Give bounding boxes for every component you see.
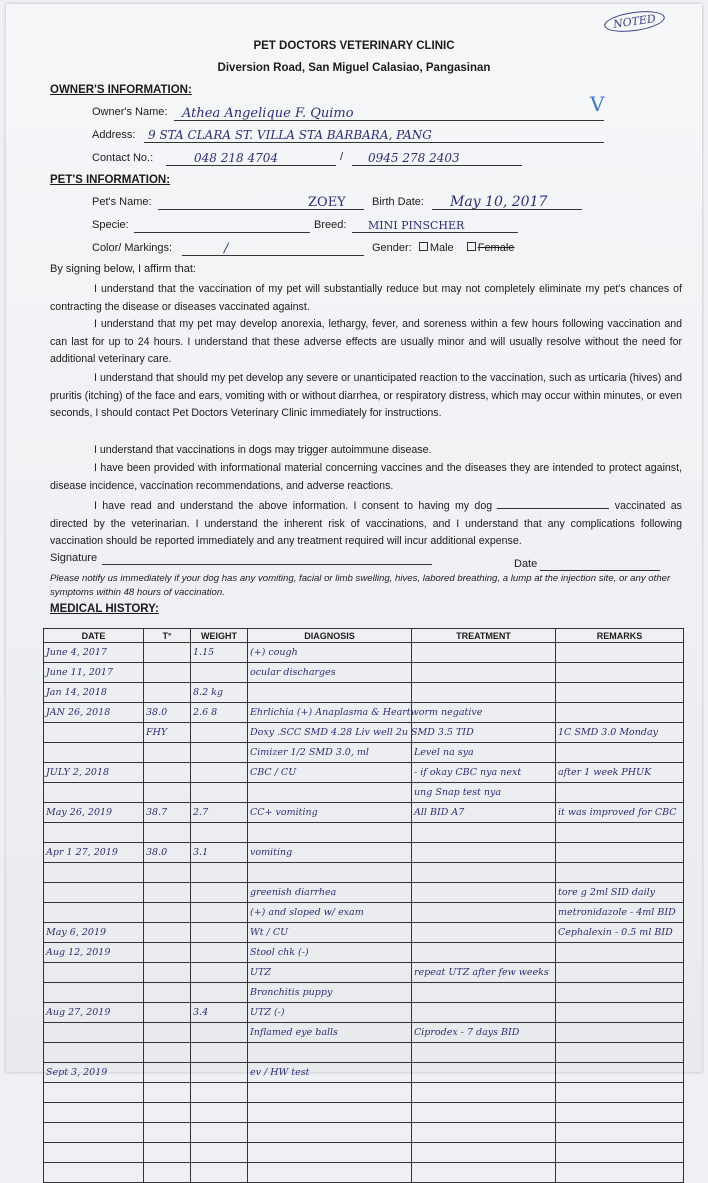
table-cell: Doxy .SCC SMD 4.28 Liv well 2u SMD 3.5 TID — [248, 723, 412, 743]
male-checkbox[interactable] — [419, 242, 428, 251]
table-cell — [191, 1023, 248, 1043]
table-cell — [144, 1003, 191, 1023]
table-cell — [248, 1043, 412, 1063]
table-cell — [44, 1083, 144, 1103]
table-cell — [556, 703, 684, 723]
address-field — [144, 126, 604, 143]
table-cell — [191, 743, 248, 763]
table-cell: Wt / CU — [248, 923, 412, 943]
contact-field-2 — [352, 149, 522, 166]
table-cell — [556, 1103, 684, 1123]
notice-text: Please notify us immediately if your dog has any vomiting, facial or limb swelling, hives, labored breathing, a lump at the injection site, or any other symptoms within 48 hours of vaccination. — [50, 573, 671, 598]
column-header: DATE — [44, 629, 144, 643]
table-cell — [191, 883, 248, 903]
table-cell — [44, 1123, 144, 1143]
table-cell: Apr 1 27, 2019 — [44, 843, 144, 863]
table-cell — [412, 983, 556, 1003]
table-cell — [144, 963, 191, 983]
table-cell — [144, 1083, 191, 1103]
table-cell: Ehrlichia (+) Anaplasma & Heartworm negative — [248, 703, 412, 723]
table-cell — [248, 1163, 412, 1183]
table-cell — [248, 783, 412, 803]
clinic-address: Diversion Road, San Miguel Calasiao, Pangasinan — [217, 62, 491, 74]
table-cell — [44, 1163, 144, 1183]
color-label: Color/ Markings: — [92, 242, 173, 254]
medical-section-title: MEDICAL HISTORY: — [50, 603, 159, 615]
table-cell: 8.2 kg — [191, 683, 248, 703]
address-label: Address: — [92, 129, 136, 141]
pet-name-label: Pet's Name: — [92, 196, 152, 208]
table-row — [44, 783, 684, 803]
male-label: Male — [429, 242, 454, 254]
table-cell — [556, 943, 684, 963]
table-row — [44, 1003, 684, 1023]
table-cell — [191, 863, 248, 883]
birth-date-label: Birth Date: — [372, 196, 424, 208]
table-cell — [44, 823, 144, 843]
table-cell — [44, 743, 144, 763]
table-row — [44, 823, 684, 843]
table-cell: Jan 14, 2018 — [44, 683, 144, 703]
table-cell — [144, 1123, 191, 1143]
table-cell — [412, 643, 556, 663]
table-cell — [412, 1063, 556, 1083]
female-label: Female — [477, 242, 515, 254]
table-cell — [556, 683, 684, 703]
table-cell — [144, 783, 191, 803]
consent-p2: I understand that my pet may develop anorexia, lethargy, fever, and soreness within a few hours following vaccination and can last for up to 24 hours. I understand that these adverse effects are usually minor and will usually resolve without the need for additional veterinary care. — [50, 318, 682, 365]
column-header: DIAGNOSIS — [248, 629, 412, 643]
table-cell: Aug 12, 2019 — [44, 943, 144, 963]
table-cell: (+) cough — [248, 643, 412, 663]
table-cell — [556, 663, 684, 683]
table-cell — [412, 1043, 556, 1063]
table-cell: 2.7 — [191, 803, 248, 823]
table-row — [44, 863, 684, 883]
table-cell — [191, 763, 248, 783]
date-label: Date — [514, 558, 538, 570]
table-cell — [556, 1043, 684, 1063]
owner-section-title: OWNER'S INFORMATION: — [50, 84, 192, 96]
medical-history-table — [43, 628, 684, 1183]
table-cell — [144, 683, 191, 703]
owner-name-label: Owner's Name: — [92, 106, 168, 118]
table-cell — [248, 863, 412, 883]
table-cell — [44, 783, 144, 803]
table-cell: Bronchitis puppy — [248, 983, 412, 1003]
noted-stamp: NOTED — [603, 8, 666, 35]
dog-name-blank — [497, 498, 609, 509]
table-cell — [144, 663, 191, 683]
pet-name-value: ZOEY — [308, 195, 346, 210]
table-row — [44, 843, 684, 863]
table-cell — [144, 763, 191, 783]
table-cell — [556, 1143, 684, 1163]
table-cell — [556, 1003, 684, 1023]
table-cell: tore g 2ml SID daily — [556, 883, 684, 903]
table-cell — [191, 903, 248, 923]
birth-date-value: May 10, 2017 — [450, 194, 548, 210]
table-cell: - if okay CBC nya next — [412, 763, 556, 783]
check-mark: V — [590, 92, 605, 116]
table-row — [44, 1163, 684, 1183]
table-cell — [191, 983, 248, 1003]
table-cell — [412, 843, 556, 863]
table-cell — [412, 1123, 556, 1143]
table-cell: CC+ vomiting — [248, 803, 412, 823]
table-cell: greenish diarrhea — [248, 883, 412, 903]
table-cell: UTZ — [248, 963, 412, 983]
table-cell — [248, 1143, 412, 1163]
consent-p5: I have been provided with informational material concerning vaccines and the diseases they are intended to protect against, disease incidence, vaccination recommendations, and adverse reactions. — [50, 462, 682, 492]
table-cell — [556, 863, 684, 883]
color-value: / — [224, 241, 229, 256]
table-cell — [191, 923, 248, 943]
table-cell — [144, 1103, 191, 1123]
signature-line — [102, 551, 432, 565]
table-cell — [191, 1103, 248, 1123]
table-cell — [44, 1103, 144, 1123]
table-cell — [44, 723, 144, 743]
table-cell — [556, 1163, 684, 1183]
table-row — [44, 1043, 684, 1063]
table-cell: 3.4 — [191, 1003, 248, 1023]
table-row — [44, 723, 684, 743]
table-cell — [44, 863, 144, 883]
table-row — [44, 643, 684, 663]
table-cell: Inflamed eye balls — [248, 1023, 412, 1043]
table-cell — [556, 823, 684, 843]
table-cell — [191, 723, 248, 743]
table-row — [44, 963, 684, 983]
table-row — [44, 763, 684, 783]
table-cell — [144, 943, 191, 963]
table-cell: CBC / CU — [248, 763, 412, 783]
table-cell: Cimizer 1/2 SMD 3.0, ml — [248, 743, 412, 763]
table-row — [44, 683, 684, 703]
address-value: 9 STA CLARA ST. VILLA STA BARBARA, PANG — [148, 128, 432, 142]
table-cell: 38.0 — [144, 843, 191, 863]
table-cell: repeat UTZ after few weeks — [412, 963, 556, 983]
consent-p3: I understand that should my pet develop any severe or unanticipated reaction to the vaccination, such as urticaria (hives) and pruritis (itching) of the face and ears, vomiting with or without diarrhea, or respiratory distress, which may occur within minutes, or even seconds, I should contact Pet Doctors Veterinary Clinic immediately for instructions. — [50, 372, 682, 419]
table-cell — [191, 943, 248, 963]
table-cell — [191, 1123, 248, 1143]
table-cell — [144, 1163, 191, 1183]
table-cell — [191, 1143, 248, 1163]
table-cell — [144, 1143, 191, 1163]
specie-field — [134, 216, 310, 233]
table-cell: 3.1 — [191, 843, 248, 863]
table-cell — [144, 883, 191, 903]
table-cell: Aug 27, 2019 — [44, 1003, 144, 1023]
table-row — [44, 1103, 684, 1123]
table-cell: ocular discharges — [248, 663, 412, 683]
table-cell — [191, 663, 248, 683]
table-cell: May 26, 2019 — [44, 803, 144, 823]
table-row — [44, 663, 684, 683]
table-cell: Stool chk (-) — [248, 943, 412, 963]
table-cell: 38.7 — [144, 803, 191, 823]
table-cell — [556, 963, 684, 983]
table-cell — [191, 823, 248, 843]
table-cell — [556, 983, 684, 1003]
signature-label: Signature — [50, 552, 98, 564]
table-cell — [144, 643, 191, 663]
table-row — [44, 903, 684, 923]
table-cell — [144, 1063, 191, 1083]
gender-label: Gender: — [372, 242, 412, 254]
pet-section-title: PET'S INFORMATION: — [50, 174, 171, 186]
table-cell: June 11, 2017 — [44, 663, 144, 683]
table-cell — [144, 1023, 191, 1043]
table-cell — [556, 643, 684, 663]
table-cell — [556, 1123, 684, 1143]
table-cell — [144, 903, 191, 923]
table-header-row — [44, 629, 684, 643]
table-cell — [412, 1103, 556, 1123]
contact-field-1 — [166, 149, 336, 166]
table-row — [44, 1143, 684, 1163]
column-header: TREATMENT — [412, 629, 556, 643]
table-cell: ung Snap test nya — [412, 783, 556, 803]
table-cell — [412, 1083, 556, 1103]
table-cell — [44, 1143, 144, 1163]
breed-field — [352, 216, 518, 233]
table-cell — [412, 923, 556, 943]
table-cell — [412, 1163, 556, 1183]
table-cell: 2.6 8 — [191, 703, 248, 723]
consent-p6a: I have read and understand the above information. I consent to having my dog — [94, 500, 493, 512]
table-cell — [191, 783, 248, 803]
table-cell: vomiting — [248, 843, 412, 863]
table-cell — [44, 883, 144, 903]
table-cell — [412, 883, 556, 903]
table-cell: June 4, 2017 — [44, 643, 144, 663]
owner-name-value: Athea Angelique F. Quimo — [182, 106, 354, 121]
table-cell — [44, 963, 144, 983]
table-cell — [248, 1103, 412, 1123]
table-row — [44, 943, 684, 963]
table-cell — [144, 823, 191, 843]
table-cell — [248, 823, 412, 843]
contact-value-2: 0945 278 2403 — [368, 151, 460, 165]
owner-name-field — [174, 104, 604, 121]
table-row — [44, 1063, 684, 1083]
table-cell: Level na sya — [412, 743, 556, 763]
consent-p1: I understand that the vaccination of my pet will substantially reduce but may not completely eliminate my pet's chances of contracting the disease or diseases vaccinated against. — [50, 283, 682, 313]
table-cell — [556, 1063, 684, 1083]
table-row — [44, 1023, 684, 1043]
pet-name-field — [158, 193, 364, 210]
table-cell — [412, 1143, 556, 1163]
table-row — [44, 1123, 684, 1143]
table-cell: Cephalexin - 0.5 ml BID — [556, 923, 684, 943]
table-cell — [556, 783, 684, 803]
table-cell: metronidazole - 4ml BID — [556, 903, 684, 923]
table-cell: Sept 3, 2019 — [44, 1063, 144, 1083]
table-cell — [144, 863, 191, 883]
table-cell: 1C SMD 3.0 Monday — [556, 723, 684, 743]
consent-intro: By signing below, I affirm that: — [50, 263, 196, 275]
table-cell — [412, 663, 556, 683]
table-cell — [412, 863, 556, 883]
table-cell: (+) and sloped w/ exam — [248, 903, 412, 923]
column-header: WEIGHT — [191, 629, 248, 643]
contact-value-1: 048 218 4704 — [194, 151, 278, 165]
table-cell — [191, 1083, 248, 1103]
table-row — [44, 923, 684, 943]
contact-label: Contact No.: — [92, 152, 154, 164]
table-cell — [191, 1163, 248, 1183]
consent-p4: I understand that vaccinations in dogs may trigger autoimmune disease. — [94, 444, 432, 456]
table-cell — [412, 1003, 556, 1023]
table-cell — [248, 1123, 412, 1143]
table-cell — [248, 683, 412, 703]
table-row — [44, 1083, 684, 1103]
breed-value: MINI PINSCHER — [368, 219, 465, 232]
consent-p6b: vaccinated as directed by the veterinarian. I understand the inherent risk of vaccinations, and I understand that any complications following vaccination should be reported immediately and any treatment required will incur additional expense. — [50, 500, 682, 547]
table-cell: 38.0 — [144, 703, 191, 723]
table-cell — [556, 843, 684, 863]
table-cell — [44, 1043, 144, 1063]
table-cell: ev / HW test — [248, 1063, 412, 1083]
table-cell — [248, 1083, 412, 1103]
table-cell — [556, 1023, 684, 1043]
breed-label: Breed: — [314, 219, 347, 231]
table-cell: JAN 26, 2018 — [44, 703, 144, 723]
table-cell: UTZ (-) — [248, 1003, 412, 1023]
table-cell: after 1 week PHUK — [556, 763, 684, 783]
table-cell — [144, 983, 191, 1003]
column-header: REMARKS — [556, 629, 684, 643]
table-cell — [412, 943, 556, 963]
table-cell: 1.15 — [191, 643, 248, 663]
table-row — [44, 803, 684, 823]
color-field — [182, 239, 364, 256]
table-cell — [412, 823, 556, 843]
table-cell — [412, 683, 556, 703]
table-row — [44, 703, 684, 723]
table-cell — [412, 903, 556, 923]
table-cell — [556, 1083, 684, 1103]
female-checkbox[interactable] — [467, 242, 476, 251]
specie-label: Specie: — [92, 219, 129, 231]
table-cell — [144, 923, 191, 943]
table-cell: All BID A7 — [412, 803, 556, 823]
birth-date-field — [432, 193, 582, 210]
table-cell — [44, 1023, 144, 1043]
table-cell: Ciprodex - 7 days BID — [412, 1023, 556, 1043]
table-cell — [191, 963, 248, 983]
table-cell: JULY 2, 2018 — [44, 763, 144, 783]
table-cell — [191, 1043, 248, 1063]
column-header: T° — [144, 629, 191, 643]
table-cell — [191, 1063, 248, 1083]
table-cell — [144, 743, 191, 763]
table-row — [44, 743, 684, 763]
table-cell — [44, 983, 144, 1003]
table-cell — [144, 1043, 191, 1063]
table-cell: it was improved for CBC — [556, 803, 684, 823]
clinic-name: PET DOCTORS VETERINARY CLINIC — [253, 40, 455, 52]
table-cell — [44, 903, 144, 923]
table-row — [44, 883, 684, 903]
table-cell: May 6, 2019 — [44, 923, 144, 943]
consent-p6 — [50, 498, 682, 551]
gender-group — [372, 242, 514, 254]
date-line — [540, 557, 660, 571]
table-row — [44, 983, 684, 1003]
table-cell — [556, 743, 684, 763]
table-cell: FHY — [144, 723, 191, 743]
